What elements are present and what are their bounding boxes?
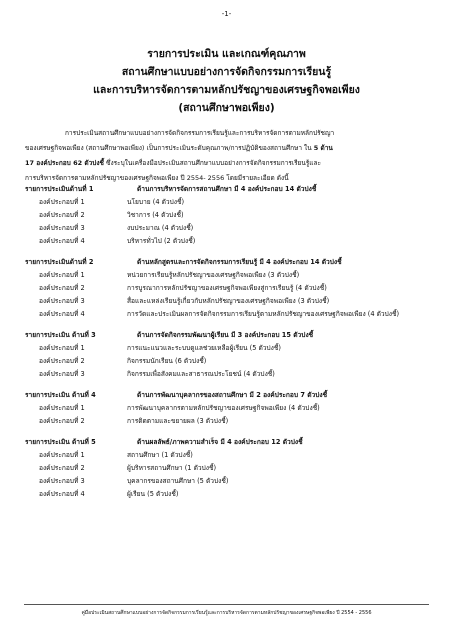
component-row xyxy=(25,282,435,295)
intro-text: ของเศรษฐกิจพอเพียง (สถานศึกษาพอเพียง) เป็นการประเมินระดับคุณภาพ/การปฏิบัติของสถานศึกษา ใน xyxy=(25,144,312,152)
title-line: สถานศึกษาแบบอย่างการจัดกิจกรรมการเรียนรู้ xyxy=(121,66,332,78)
component-row xyxy=(25,222,435,235)
component-text: งบประมาณ (4 ตัวบ่งชี้) xyxy=(127,224,194,232)
section-label: รายการประเมิน ด้านที่ 4 xyxy=(25,391,96,399)
footer-divider xyxy=(24,604,429,605)
component-label: องค์ประกอบที่ 2 xyxy=(39,357,85,365)
evaluation-sections xyxy=(25,182,435,508)
section-1 xyxy=(25,182,435,248)
component-label: องค์ประกอบที่ 1 xyxy=(39,404,85,412)
intro-line: การประเมินสถานศึกษาแบบอย่างการจัดกิจกรรมการเรียนรู้และการบริหารจัดการตามหลักปรัชญา xyxy=(65,129,335,137)
component-row xyxy=(25,295,435,308)
title-line: (สถานศึกษาพอเพียง) xyxy=(178,102,275,114)
component-label: องค์ประกอบที่ 1 xyxy=(39,451,85,459)
section-label: รายการประเมิน ด้านที่ 5 xyxy=(25,438,96,446)
component-row xyxy=(25,342,435,355)
component-label: องค์ประกอบที่ 3 xyxy=(39,224,85,232)
section-title: ด้านหลักสูตรและการจัดกิจกรรมการเรียนรู้ มี 4 องค์ประกอบ 14 ตัวบ่งชี้ xyxy=(137,258,342,266)
section-label: รายการประเมิน ด้านที่ 3 xyxy=(25,331,96,339)
document-title xyxy=(0,45,453,117)
component-row xyxy=(25,488,435,501)
intro-line: การบริหารจัดการตามหลักปรัชญาของเศรษฐกิจพอเพียง ปี 2554- 2556 โดยมีรายละเอียด ดังนี้ xyxy=(25,174,289,182)
component-text: บุคลากรของสถานศึกษา (5 ตัวบ่งชี้) xyxy=(127,477,229,485)
section-heading xyxy=(25,388,435,402)
intro-text: ซึ่งระบุในเครื่องมือประเมินสถานศึกษาแบบอย่างการจัดกิจกรรมการเรียนรู้และ xyxy=(106,159,321,167)
component-row xyxy=(25,209,435,222)
title-line: รายการประเมิน และเกณฑ์คุณภาพ xyxy=(147,48,306,60)
component-row xyxy=(25,449,435,462)
component-label: องค์ประกอบที่ 2 xyxy=(39,211,85,219)
component-row xyxy=(25,196,435,209)
section-heading xyxy=(25,255,435,269)
section-5 xyxy=(25,435,435,501)
section-title: ด้านผลลัพธ์/ภาพความสำเร็จ มี 4 องค์ประกอบ 12 ตัวบ่งชี้ xyxy=(137,438,303,446)
component-text: สถานศึกษา (1 ตัวบ่งชี้) xyxy=(127,451,193,459)
component-label: องค์ประกอบที่ 1 xyxy=(39,344,85,352)
component-row xyxy=(25,235,435,248)
section-label: รายการประเมินด้านที่ 1 xyxy=(25,185,94,193)
title-line: และการบริหารจัดการตามหลักปรัชญาของเศรษฐกิจพอเพียง xyxy=(93,84,360,96)
component-text: กิจกรรมเพื่อสังคมและสาธารณประโยชน์ (4 ตัวบ่งชี้) xyxy=(127,370,275,378)
section-heading xyxy=(25,328,435,342)
component-row xyxy=(25,368,435,381)
component-label: องค์ประกอบที่ 2 xyxy=(39,284,85,292)
component-text: ผู้บริหารสถานศึกษา (1 ตัวบ่งชี้) xyxy=(127,464,217,472)
section-title: ด้านการพัฒนาบุคลากรของสถานศึกษา มี 2 องค์ประกอบ 7 ตัวบ่งชี้ xyxy=(137,391,328,399)
component-text: นโยบาย (4 ตัวบ่งชี้) xyxy=(127,198,185,206)
component-row xyxy=(25,355,435,368)
component-text: การติดตามและขยายผล (3 ตัวบ่งชี้) xyxy=(127,417,229,425)
component-label: องค์ประกอบที่ 2 xyxy=(39,464,85,472)
component-text: สื่อและแหล่งเรียนรู้เกี่ยวกับหลักปรัชญาของเศรษฐกิจพอเพียง (3 ตัวบ่งชี้) xyxy=(127,297,330,305)
component-text: การวัดและประเมินผลการจัดกิจกรรมการเรียนรู้ตามหลักปรัชญาของเศรษฐกิจพอเพียง (4 ตัวบ่งชี้) xyxy=(127,310,400,318)
component-row xyxy=(25,402,435,415)
section-2 xyxy=(25,255,435,321)
component-label: องค์ประกอบที่ 3 xyxy=(39,477,85,485)
intro-line xyxy=(25,141,430,156)
section-title: ด้านการบริหารจัดการสถานศึกษา มี 4 องค์ประกอบ 14 ตัวบ่งชี้ xyxy=(137,185,317,193)
component-text: กิจกรรมนักเรียน (6 ตัวบ่งชี้) xyxy=(127,357,207,365)
component-label: องค์ประกอบที่ 3 xyxy=(39,297,85,305)
component-row xyxy=(25,415,435,428)
component-label: องค์ประกอบที่ 4 xyxy=(39,310,85,318)
component-text: หน่วยการเรียนรู้หลักปรัชญาของเศรษฐกิจพอเพียง (3 ตัวบ่งชี้) xyxy=(127,271,300,279)
intro-bold-text: 5 ด้าน xyxy=(313,144,333,152)
component-label: องค์ประกอบที่ 4 xyxy=(39,237,85,245)
page-number: -1- xyxy=(221,10,232,18)
page-footer xyxy=(0,604,453,617)
footer-text: คู่มือประเมินสถานศึกษาแบบอย่างการจัดกิจกรรมการเรียนรู้และการบริหารจัดการตามหลักปรัชญาของเศรษฐกิจพอเพียง ปี 2554 - 2556 xyxy=(81,610,372,616)
section-heading xyxy=(25,435,435,449)
intro-line xyxy=(25,156,430,171)
component-label: องค์ประกอบที่ 2 xyxy=(39,417,85,425)
component-text: การพัฒนาบุคลากรตามหลักปรัชญาของเศรษฐกิจพอเพียง (4 ตัวบ่งชี้) xyxy=(127,404,320,412)
component-row xyxy=(25,462,435,475)
component-row xyxy=(25,269,435,282)
component-text: วิชาการ (4 ตัวบ่งชี้) xyxy=(127,211,184,219)
component-label: องค์ประกอบที่ 3 xyxy=(39,370,85,378)
intro-bold-text: 17 องค์ประกอบ 62 ตัวบ่งชี้ xyxy=(25,159,104,167)
component-text: บริหารทั่วไป (2 ตัวบ่งชี้) xyxy=(127,237,196,245)
component-text: การแนะแนวและระบบดูแลช่วยเหลือผู้เรียน (5 ตัวบ่งชี้) xyxy=(127,344,281,352)
section-title: ด้านการจัดกิจกรรมพัฒนาผู้เรียน มี 3 องค์ประกอบ 15 ตัวบ่งชี้ xyxy=(137,331,314,339)
component-row xyxy=(25,308,435,321)
component-text: ผู้เรียน (5 ตัวบ่งชี้) xyxy=(127,490,179,498)
component-label: องค์ประกอบที่ 1 xyxy=(39,198,85,206)
component-label: องค์ประกอบที่ 1 xyxy=(39,271,85,279)
component-row xyxy=(25,475,435,488)
section-label: รายการประเมินด้านที่ 2 xyxy=(25,258,94,266)
intro-paragraph xyxy=(25,126,430,186)
component-text: การบูรณาการหลักปรัชญาของเศรษฐกิจพอเพียงสู่การเรียนรู้ (4 ตัวบ่งชี้) xyxy=(127,284,327,292)
section-3 xyxy=(25,328,435,381)
section-4 xyxy=(25,388,435,428)
component-label: องค์ประกอบที่ 4 xyxy=(39,490,85,498)
section-heading xyxy=(25,182,435,196)
